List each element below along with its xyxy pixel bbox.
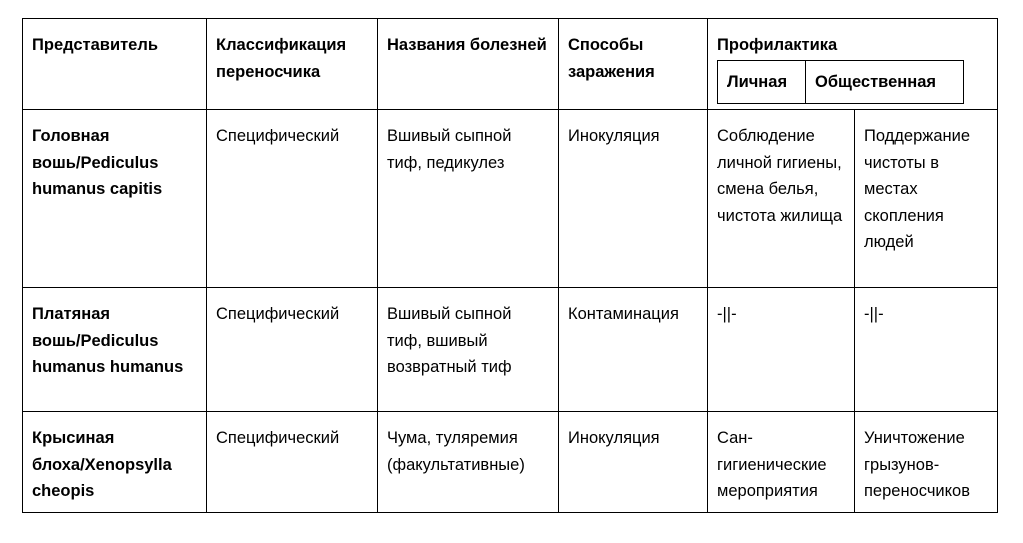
header-prevention: Профилактика <box>717 36 838 54</box>
infection-text: Контаминация <box>568 305 679 323</box>
cell-infection <box>559 412 708 513</box>
cell-infection <box>559 110 708 288</box>
diseases-text: Чума, туляремия (факультативные) <box>387 429 525 474</box>
classification-text: Специфический <box>216 305 340 323</box>
header-classification: Классификация переносчика <box>216 36 347 81</box>
subheader-personal: Личная <box>718 61 806 103</box>
classification-text: Специфический <box>216 127 340 145</box>
diseases-text: Вшивый сыпной тиф, вшивый возвратный тиф <box>387 305 512 376</box>
header-cell-classification <box>207 19 378 110</box>
cell-public <box>855 412 998 513</box>
infection-text: Инокуляция <box>568 429 660 447</box>
header-infection: Способы заражения <box>568 36 655 81</box>
header-cell-representative <box>23 19 207 110</box>
vector-table <box>22 18 998 513</box>
prevention-header-block <box>708 19 997 104</box>
cell-representative <box>23 110 207 288</box>
header-cell-infection <box>559 19 708 110</box>
cell-diseases <box>378 110 559 288</box>
cell-classification <box>207 412 378 513</box>
infection-text: Инокуляция <box>568 127 660 145</box>
table-row <box>23 412 998 513</box>
personal-text: Сан-гигиенические мероприятия <box>717 429 827 500</box>
cell-classification <box>207 288 378 412</box>
cell-infection <box>559 288 708 412</box>
representative-text: Крысиная блоха/Xenopsylla cheopis <box>32 429 172 500</box>
header-representative: Представитель <box>32 36 158 54</box>
cell-representative <box>23 288 207 412</box>
public-text: Уничтожение грызунов-переносчиков <box>864 429 970 500</box>
representative-text: Платяная вошь/Pediculus humanus humanus <box>32 305 184 376</box>
cell-personal <box>708 288 855 412</box>
table-row <box>23 288 998 412</box>
header-cell-prevention <box>708 19 998 110</box>
cell-diseases <box>378 412 559 513</box>
cell-public <box>855 110 998 288</box>
diseases-text: Вшивый сыпной тиф, педикулез <box>387 127 512 172</box>
cell-representative <box>23 412 207 513</box>
personal-text: -||- <box>717 305 737 323</box>
cell-classification <box>207 110 378 288</box>
cell-diseases <box>378 288 559 412</box>
representative-text: Головная вошь/Pediculus humanus capitis <box>32 127 163 198</box>
cell-personal <box>708 110 855 288</box>
header-cell-diseases <box>378 19 559 110</box>
prevention-subheader <box>717 60 964 104</box>
subheader-public: Общественная <box>815 72 937 91</box>
personal-text: Соблюдение личной гигиены, смена белья, чистота жилища <box>717 127 843 225</box>
cell-public <box>855 288 998 412</box>
public-text: -||- <box>864 305 884 323</box>
table-row <box>23 110 998 288</box>
cell-personal <box>708 412 855 513</box>
classification-text: Специфический <box>216 429 340 447</box>
header-diseases: Названия болезней <box>387 36 547 54</box>
public-text: Поддержание чистоты в местах скопления людей <box>864 127 971 251</box>
header-row <box>23 19 998 110</box>
